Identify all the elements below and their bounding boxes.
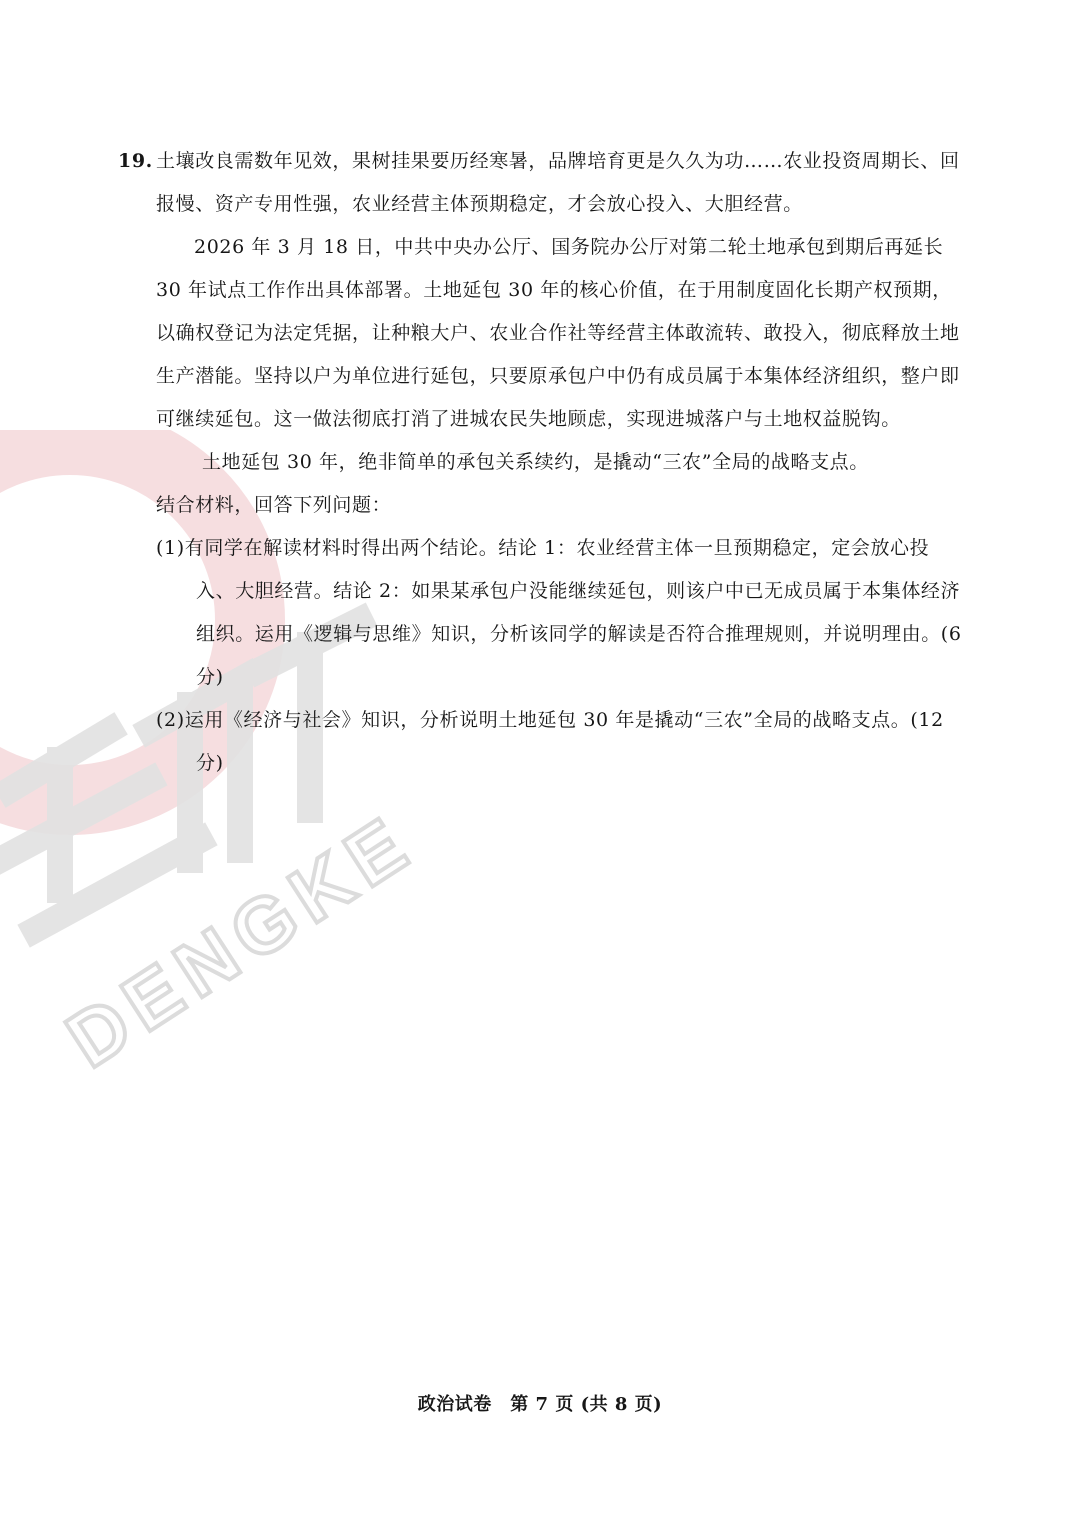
question-body — [118, 226, 968, 785]
watermark-brand-text: DENGKE — [51, 796, 430, 1085]
material-paragraph-1: 2026 年 3 月 18 日，中共中央办公厅、国务院办公厅对第二轮土地承包到期后再延长 30 年试点工作作出具体部署。土地延包 30 年的核心价值，在于用制度固化长期产权预期，以确权登记为法定凭据，让种粮大户、农业合作社等经营主体敢流转、敢投入，彻底释放土地生产潜能。坚持以户为单位进行延包，只要原承包户中仍有成员属于本集体经济组织，整户即可继续延包。这一做法彻底打消了进城农民失地顾虑，实现进城落户与土地权益脱钩。 — [156, 236, 960, 430]
sub-question-1: (1)有同学在解读材料时得出两个结论。结论 1：农业经营主体一旦预期稳定，定会放心投入、大胆经营。结论 2：如果某承包户没能继续延包，则该户中已无成员属于本集体经济组织。运用《逻辑与思维》知识，分析该同学的解读是否符合推理规则，并说明理由。(6 分) — [156, 537, 962, 688]
question-header — [118, 140, 968, 226]
answer-prompt: 结合材料，回答下列问题： — [156, 494, 392, 516]
question-number: 19. — [118, 150, 153, 172]
question-intro: 土壤改良需数年见效，果树挂果要历经寒暑，品牌培育更是久久为功……农业投资周期长、回报慢、资产专用性强，农业经营主体预期稳定，才会放心投入、大胆经营。 — [156, 150, 960, 215]
question-block — [118, 140, 968, 785]
material-paragraph-2: 土地延包 30 年，绝非简单的承包关系续约，是撬动“三农”全局的战略支点。 — [202, 451, 869, 473]
page-footer: 政治试卷 第 7 页 (共 8 页) — [417, 1394, 663, 1415]
sub-question-2: (2)运用《经济与社会》知识，分析说明土地延包 30 年是撬动“三农”全局的战略支点。(12 分) — [156, 709, 944, 774]
